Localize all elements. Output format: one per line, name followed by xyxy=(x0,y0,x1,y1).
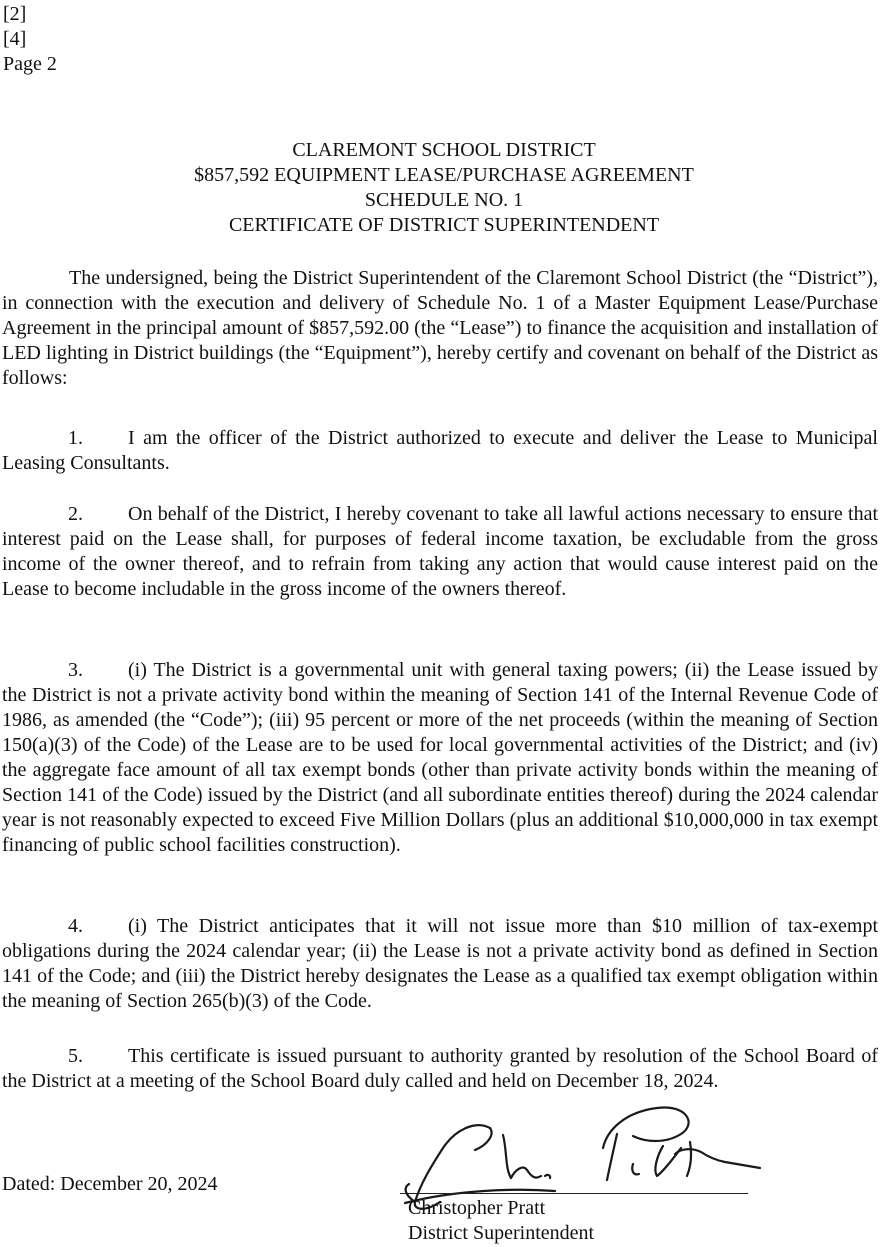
title-district: CLAREMONT SCHOOL DISTRICT xyxy=(292,139,596,161)
title-agreement: $857,592 EQUIPMENT LEASE/PURCHASE AGREEMENT xyxy=(194,164,694,186)
title-schedule: SCHEDULE NO. 1 xyxy=(364,189,524,211)
item-text: I am the officer of the District authorized to execute and deliver the Lease to Municipal Leasing Consultants. xyxy=(2,427,878,474)
item-text: This certificate is issued pursuant to authority granted by resolution of the School Board of the District at a meeting of the School Board duly called and held on December 18, 2024. xyxy=(2,1045,878,1092)
item-number: 5. xyxy=(68,1045,83,1067)
intro-text: The undersigned, being the District Superintendent of the Claremont School District (the “District”), in connection with the execution and delivery of Schedule No. 1 of a Master Equipment Lease/Purchase Agreement in the principal amount of $857,592.00 (the “Lease”) to finance the acquisition and installation of LED lighting in District buildings (the “Equipment”), hereby certify and covenant on behalf of the District as follows: xyxy=(2,267,878,389)
header-ref-1: [2] xyxy=(3,3,27,25)
document-title xyxy=(0,138,880,238)
item-text: (i) The District is a governmental unit with general taxing powers; (ii) the Lease issued by the District is not a private activity bond within the meaning of Section 141 of the Internal Revenue Code of 1986, as amended (the “Code”); (iii) 95 percent or more of the net proceeds (within the meaning of Section 150(a)(3) of the Code) of the Lease are to be used for local governmental activities of the District; and (iv) the aggregate face amount of all tax exempt bonds (other than private activity bonds within the meaning of Section 141 of the Code) issued by the District (and all subordinate entities thereof) during the 2024 calendar year is not reasonably expected to exceed Five Million Dollars (plus an additional $10,000,000 in tax exempt financing of public school facilities construction). xyxy=(2,659,878,856)
item-number: 3. xyxy=(68,659,83,681)
title-certificate: CERTIFICATE OF DISTRICT SUPERINTENDENT xyxy=(228,214,660,236)
item-number: 1. xyxy=(68,427,83,449)
signature-line xyxy=(400,1193,748,1194)
page-number: Page 2 xyxy=(3,53,57,75)
signer-name: Christopher Pratt xyxy=(408,1197,546,1219)
item-paragraph xyxy=(2,426,878,476)
item-number: 2. xyxy=(68,503,83,525)
dated-line: Dated: December 20, 2024 xyxy=(2,1173,218,1195)
signer-title: District Superintendent xyxy=(408,1222,595,1244)
item-text: (i) The District anticipates that it will not issue more than $10 million of tax-exempt obligations during the 2024 calendar year; (ii) the Lease is not a private activity bond as defined in Section 141 of the Code; and (iii) the District hereby designates the Lease as a qualified tax exempt obligation within the meaning of Section 265(b)(3) of the Code. xyxy=(2,915,878,1012)
header-ref-2: [4] xyxy=(3,28,27,50)
item-text: On behalf of the District, I hereby covenant to take all lawful actions necessary to ensure that interest paid on the Lease shall, for purposes of federal income taxation, be excludable from the gross income of the owner thereof, and to refrain from taking any action that would cause interest paid on the Lease to become includable in the gross income of the owners thereof. xyxy=(2,503,878,600)
item-number: 4. xyxy=(68,915,83,937)
item-paragraph xyxy=(2,914,878,1014)
item-paragraph xyxy=(2,502,878,602)
intro-paragraph xyxy=(2,266,878,391)
page-header xyxy=(3,2,57,77)
signature-block xyxy=(408,1196,594,1246)
item-paragraph xyxy=(2,658,878,858)
item-paragraph xyxy=(2,1044,878,1094)
